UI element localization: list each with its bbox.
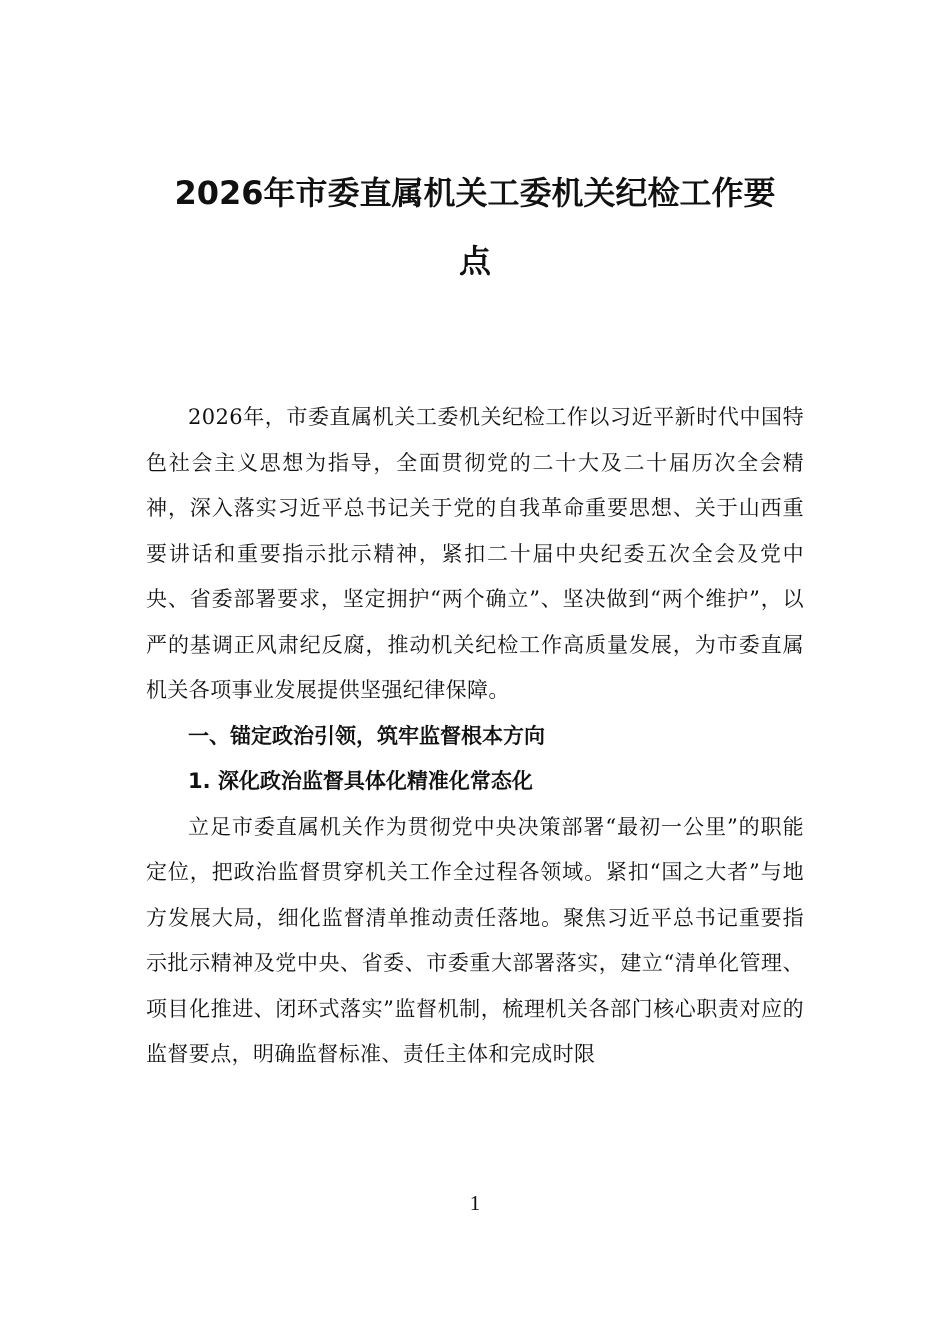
subsection-1-heading: 1. 深化政治监督具体化精准化常态化 [188, 769, 533, 793]
page-number: 1 [469, 1191, 481, 1215]
intro-paragraph: 2026年，市委直属机关工委机关纪检工作以习近平新时代中国特色社会主义思想为指导，全面贯彻党的二十大及二十届历次全会精神，深入落实习近平总书记关于党的自我革命重要思想、关于山西重要讲话和重要指示批示精神，紧扣二十届中央纪委五次全会及党中央、省委部署要求，坚定拥护“两个确立”、坚决做到“两个维护”，以严的基调正风肃纪反腐，推动机关纪检工作高质量发展，为市委直属机关各项事业发展提供坚强纪律保障。 [146, 405, 804, 702]
document-title-line-1: 2026年市委直属机关工委机关纪检工作要 [174, 174, 776, 212]
subsection-1-paragraph: 立足市委直属机关作为贯彻党中央决策部署“最初一公里”的职能定位，把政治监督贯穿机关工作全过程各领域。紧扣“国之大者”与地方发展大局，细化监督清单推动责任落地。聚焦习近平总书记重要指示批示精神及党中央、省委、市委重大部署落实，建立“清单化管理、项目化推进、闭环式落实”监督机制，梳理机关各部门核心职责对应的监督要点，明确监督标准、责任主体和完成时限 [146, 814, 804, 1066]
document-title-line-2: 点 [458, 242, 491, 280]
section-1-heading: 一、锚定政治引领，筑牢监督根本方向 [188, 723, 545, 748]
document-body [146, 395, 804, 1078]
